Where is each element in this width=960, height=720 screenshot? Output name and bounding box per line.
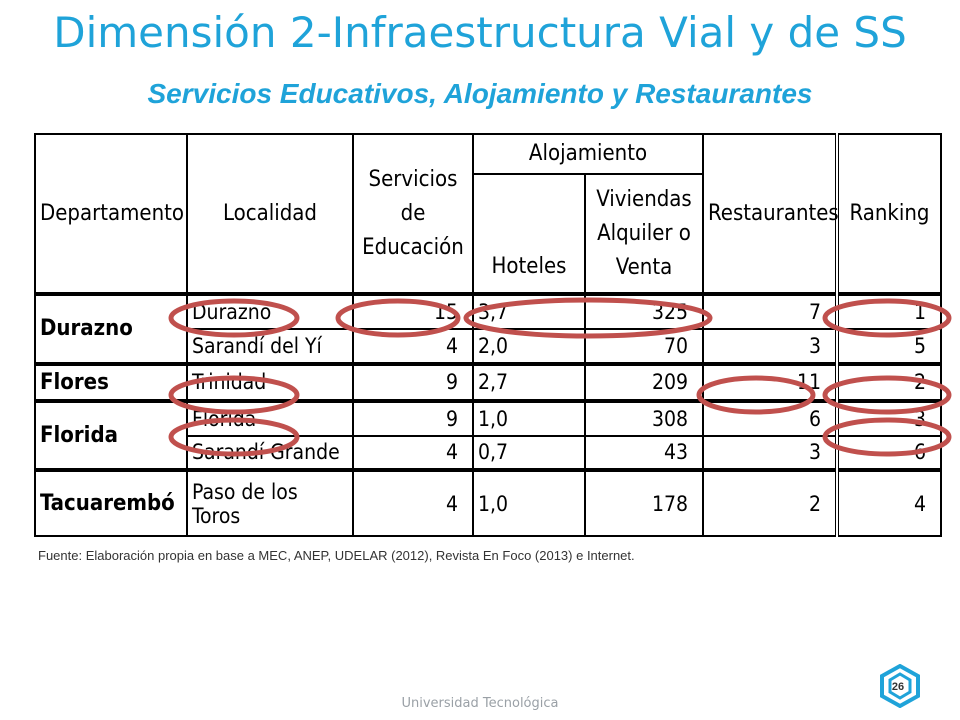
slide-title: Dimensión 2-Infraestructura Vial y de SS: [53, 8, 907, 57]
cell-hoteles: 1,0: [473, 401, 585, 436]
cell-ranking: 4: [837, 470, 941, 536]
cell-hoteles: 0,7: [473, 436, 585, 471]
cell-restaurantes: 3: [703, 436, 837, 471]
data-table-wrapper: [34, 133, 940, 537]
cell-localidad: Sarandí del Yí: [187, 329, 353, 364]
page-number: 26: [891, 681, 905, 693]
cell-educacion: 9: [353, 401, 473, 436]
cell-hoteles: 2,7: [473, 364, 585, 401]
header-departamento: Departamento: [35, 134, 187, 294]
cell-localidad: Durazno: [187, 294, 353, 329]
cell-restaurantes: 2: [703, 470, 837, 536]
cell-ranking: 6: [837, 436, 941, 471]
cell-educacion: 4: [353, 329, 473, 364]
cell-ranking: 5: [837, 329, 941, 364]
header-educacion: Servicios de Educación: [353, 134, 473, 294]
cell-departamento: Flores: [35, 364, 187, 401]
cell-hoteles: 2,0: [473, 329, 585, 364]
cell-educacion: 9: [353, 364, 473, 401]
cell-localidad: Florida: [187, 401, 353, 436]
header-restaurantes: Restaurantes: [703, 134, 837, 294]
cell-educacion: 4: [353, 436, 473, 471]
cell-hoteles: 3,7: [473, 294, 585, 329]
cell-viviendas: 325: [585, 294, 703, 329]
cell-restaurantes: 7: [703, 294, 837, 329]
cell-hoteles: 1,0: [473, 470, 585, 536]
cell-departamento: Tacuarembó: [35, 470, 187, 536]
header-viviendas: Viviendas Alquiler o Venta: [585, 174, 703, 294]
table-row: [35, 401, 941, 436]
data-table: [34, 133, 942, 537]
cell-restaurantes: 11: [703, 364, 837, 401]
cell-localidad: Sarandí Grande: [187, 436, 353, 471]
header-alojamiento: Alojamiento: [473, 134, 703, 174]
cell-viviendas: 209: [585, 364, 703, 401]
source-note: Fuente: Elaboración propia en base a MEC, ANEP, UDELAR (2012), Revista En Foco (2013) e Internet.: [38, 548, 635, 563]
header-localidad: Localidad: [187, 134, 353, 294]
cell-educacion: 15: [353, 294, 473, 329]
cell-viviendas: 178: [585, 470, 703, 536]
slide-subtitle: Servicios Educativos, Alojamiento y Restaurantes: [147, 78, 813, 109]
cell-ranking: 2: [837, 364, 941, 401]
cell-viviendas: 70: [585, 329, 703, 364]
cell-departamento: Durazno: [35, 294, 187, 364]
cell-departamento: Florida: [35, 401, 187, 471]
cell-viviendas: 43: [585, 436, 703, 471]
cell-restaurantes: 6: [703, 401, 837, 436]
cell-educacion: 4: [353, 470, 473, 536]
cell-localidad: Paso de los Toros: [187, 470, 353, 536]
header-ranking: Ranking: [837, 134, 941, 294]
footer-text: Universidad Tecnológica: [401, 696, 559, 711]
cell-restaurantes: 3: [703, 329, 837, 364]
table-row: [35, 470, 941, 536]
cell-localidad: Trinidad: [187, 364, 353, 401]
table-row: [35, 364, 941, 401]
cell-viviendas: 308: [585, 401, 703, 436]
header-hoteles: Hoteles: [473, 174, 585, 294]
cell-ranking: 1: [837, 294, 941, 329]
cell-ranking: 3: [837, 401, 941, 436]
table-row: [35, 294, 941, 329]
